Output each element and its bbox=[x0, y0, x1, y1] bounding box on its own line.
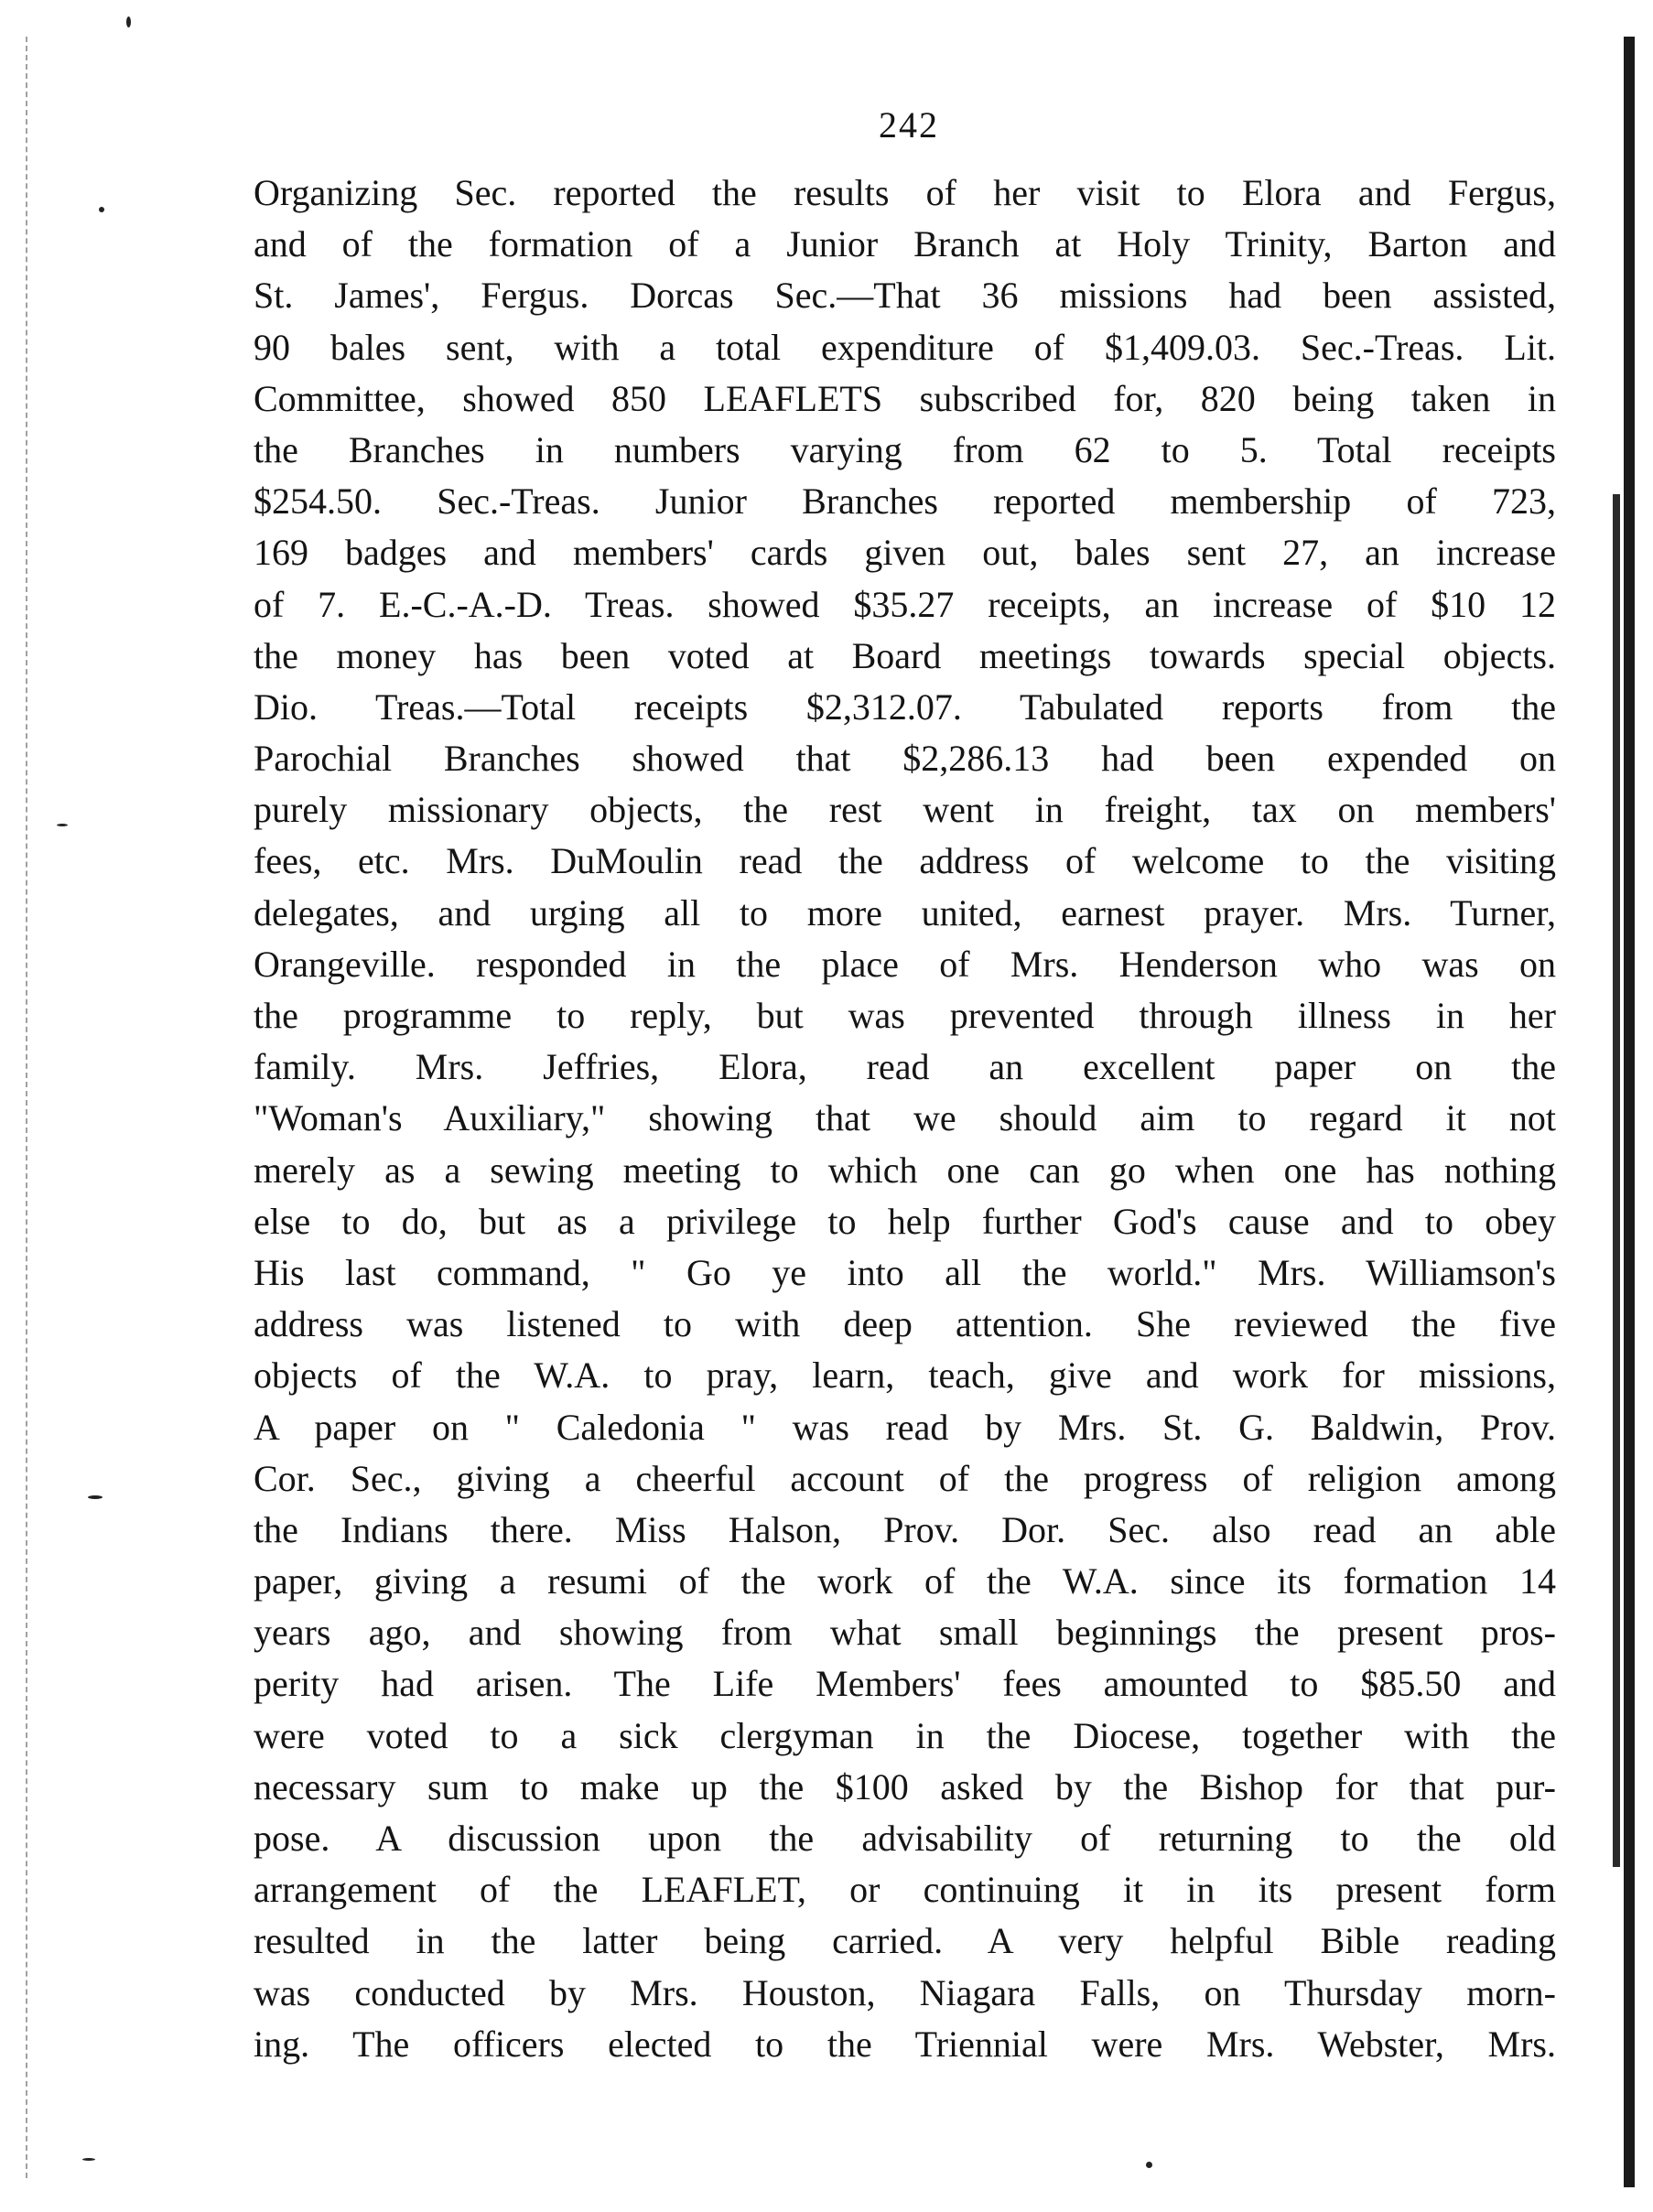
text-line: address was listened to with deep attention. She reviewed the five bbox=[254, 1303, 1556, 1345]
text-line: necessary sum to make up the $100 asked by the Bishop for that pur- bbox=[254, 1765, 1556, 1807]
text-line: pose. A discussion upon the advisability of returning to the old bbox=[254, 1818, 1556, 1859]
page-number: 242 bbox=[879, 104, 939, 146]
text-line: resulted in the latter being carried. A very helpful Bible reading bbox=[254, 1920, 1556, 1962]
text-line: His last command, " Go ye into all the world." Mrs. Williamson's bbox=[254, 1251, 1556, 1293]
text-line: arrangement of the LEAFLET, or continuing it in its present form bbox=[254, 1869, 1556, 1911]
scan-right-shadow bbox=[1613, 494, 1620, 1867]
text-line: $254.50. Sec.-Treas. Junior Branches reported membership of 723, bbox=[254, 480, 1556, 523]
scan-speck bbox=[99, 207, 104, 212]
text-line: and of the formation of a Junior Branch at Holy Trinity, Barton and bbox=[254, 223, 1556, 265]
text-line: purely missionary objects, the rest went in freight, tax on members' bbox=[254, 789, 1556, 831]
text-line: else to do, but as a privilege to help further God's cause and to obey bbox=[254, 1200, 1556, 1242]
text-line: Parochial Branches showed that $2,286.13 had been expended on bbox=[254, 738, 1556, 780]
text-line: years ago, and showing from what small beginnings the present pros- bbox=[254, 1612, 1556, 1654]
text-line: St. James', Fergus. Dorcas Sec.—That 36 missions had been assisted, bbox=[254, 275, 1556, 317]
text-line: paper, giving a resumi of the work of the W.A. since its formation 14 bbox=[254, 1560, 1556, 1602]
scan-left-edge bbox=[26, 37, 37, 2178]
text-line: Committee, showed 850 LEAFLETS subscribed for, 820 being taken in bbox=[254, 377, 1556, 419]
scan-right-edge bbox=[1624, 37, 1635, 2187]
text-line: delegates, and urging all to more united, earnest prayer. Mrs. Turner, bbox=[254, 891, 1556, 933]
text-line: 169 badges and members' cards given out, bales sent 27, an increase bbox=[254, 532, 1556, 574]
text-line: A paper on " Caledonia " was read by Mrs. St. G. Baldwin, Prov. bbox=[254, 1406, 1556, 1448]
text-line: perity had arisen. The Life Members' fees amounted to $85.50 and bbox=[254, 1663, 1556, 1705]
text-line: the programme to reply, but was prevented through illness in her bbox=[254, 995, 1556, 1036]
text-line: Organizing Sec. reported the results of her visit to Elora and Fergus, bbox=[254, 172, 1556, 213]
text-line: "Woman's Auxiliary," showing that we should aim to regard it not bbox=[254, 1097, 1556, 1139]
text-line: the Indians there. Miss Halson, Prov. Dor. Sec. also read an able bbox=[254, 1508, 1556, 1550]
text-line: objects of the W.A. to pray, learn, teach, give and work for missions, bbox=[254, 1354, 1556, 1397]
text-line: merely as a sewing meeting to which one can go when one has nothing bbox=[254, 1149, 1556, 1191]
text-line: the Branches in numbers varying from 62 to 5. Total receipts bbox=[254, 428, 1556, 470]
scan-speck bbox=[1146, 2162, 1152, 2168]
text-line: were voted to a sick clergyman in the Diocese, together with the bbox=[254, 1714, 1556, 1756]
text-line: Cor. Sec., giving a cheerful account of the progress of religion among bbox=[254, 1457, 1556, 1499]
scan-speck bbox=[126, 16, 131, 27]
text-line: 90 bales sent, with a total expenditure of $1,409.03. Sec.-Treas. Lit. bbox=[254, 326, 1556, 368]
text-line: fees, etc. Mrs. DuMoulin read the address of welcome to the visiting bbox=[254, 840, 1556, 882]
scan-speck bbox=[88, 1495, 103, 1499]
scan-speck bbox=[82, 2158, 95, 2161]
text-line: family. Mrs. Jeffries, Elora, read an excellent paper on the bbox=[254, 1046, 1556, 1088]
text-line: was conducted by Mrs. Houston, Niagara Falls, on Thursday morn- bbox=[254, 1971, 1556, 2013]
body-text bbox=[254, 167, 1556, 2070]
scan-speck bbox=[57, 824, 68, 826]
text-line: Orangeville. responded in the place of Mrs. Henderson who was on bbox=[254, 943, 1556, 985]
text-line: of 7. E.-C.-A.-D. Treas. showed $35.27 receipts, an increase of $10 12 bbox=[254, 583, 1556, 625]
text-line: ing. The officers elected to the Triennial were Mrs. Webster, Mrs. bbox=[254, 2023, 1556, 2065]
text-line: the money has been voted at Board meetings towards special objects. bbox=[254, 634, 1556, 676]
text-line: Dio. Treas.—Total receipts $2,312.07. Tabulated reports from the bbox=[254, 685, 1556, 728]
